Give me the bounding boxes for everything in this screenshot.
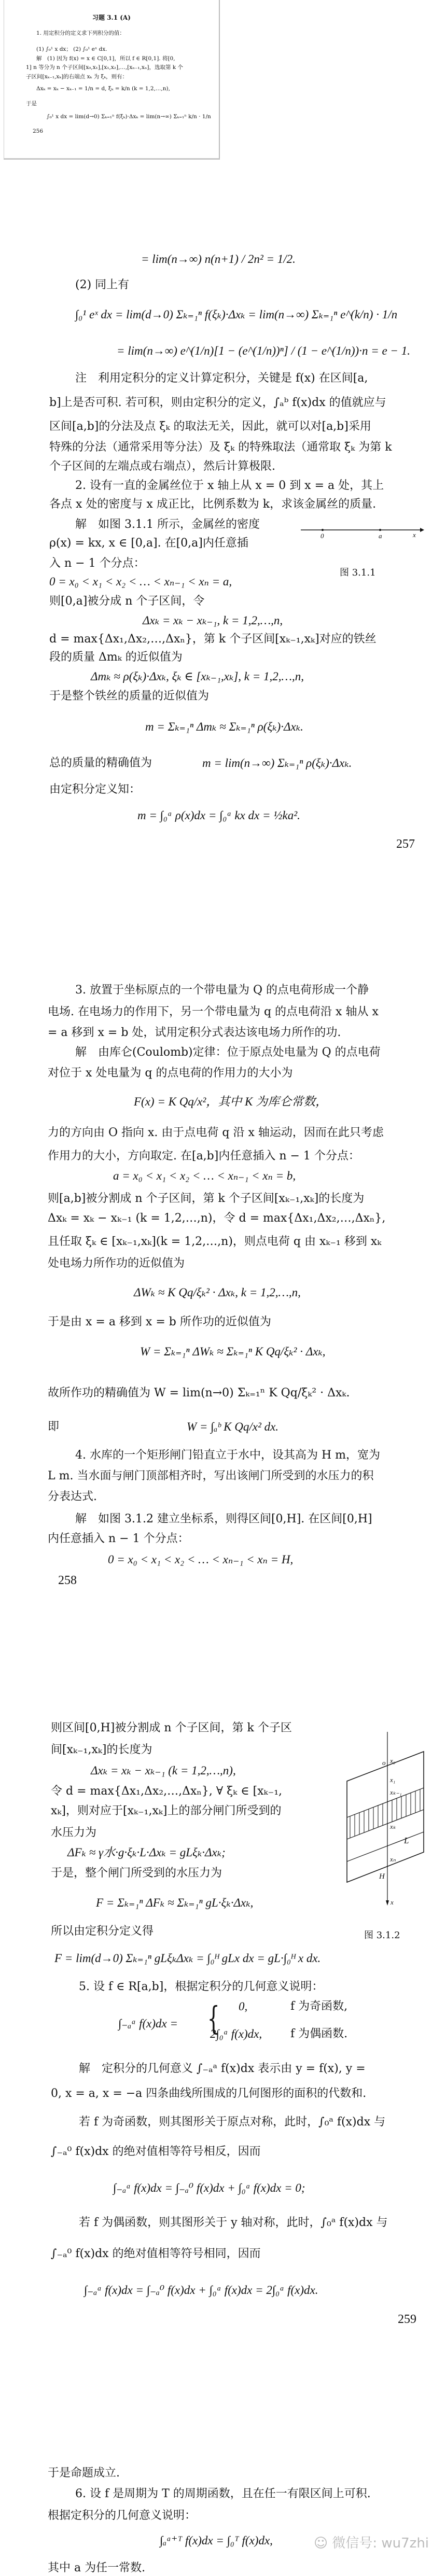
text-line: 对位于 x 处电量为 q 的点电荷的作用力的大小为 xyxy=(48,1067,293,1080)
gate-outline xyxy=(347,1752,424,1882)
text-line: 4. 水库的一个矩形闸门铅直立于水中，设其高为 H m，宽为 xyxy=(75,1449,381,1462)
text-line: 6. 设 f 是周期为 T 的周期函数，且在任一有限区间上可积. xyxy=(75,2487,371,2500)
fig1-origin-label: 0 xyxy=(320,532,324,540)
formula-line: W = ∫ₐᵇ K Qq/x² dx. xyxy=(187,1420,279,1433)
text-line: 注 利用定积分的定义计算定积分，关键是 f(x) 在区间[a, xyxy=(75,372,368,385)
formula-line: = lim(n→∞) e^(1/n)[1 − (e^(1/n))ⁿ] / (1 − e^(1/n))·n = e − 1. xyxy=(117,344,410,357)
formula-line: m = lim(n→∞) Σₖ₌₁ⁿ ρ(ξₖ)·Δxₖ. xyxy=(202,757,352,769)
text-line: 子区间[xₖ₋₁,xₖ]的右端点 xₖ 为 ξₖ，则有： xyxy=(26,74,128,80)
text-line: 1] n 等分为 n 个子区间[x₀,x₁],[x₁,x₂],…,[xₙ₋₁,xₙ]，选取第 k 个 xyxy=(26,64,183,71)
text-line: 于是整个铁丝的质量的近似值为 xyxy=(49,690,210,703)
text-line: 内任意插入 n − 1 个分点： xyxy=(48,1532,189,1545)
page-number: 259 xyxy=(398,2313,416,2326)
text-line: 若 f 为奇函数，则其图形关于原点对称，此时，∫₀ᵃ f(x)dx 与 xyxy=(79,2116,386,2129)
text-line: 所以由定积分定义得 xyxy=(51,1925,154,1938)
watermark xyxy=(314,2532,429,2552)
wechat-icon: ☺ xyxy=(314,2536,332,2551)
formula-line: F(x) = K Qq/x²，其中 K 为库仑常数， xyxy=(134,1095,328,1108)
text-line: 力的方向由 O 指向 x. 由于点电荷 q 沿 x 轴运动，因而在此只考虑 xyxy=(48,1126,384,1139)
text-line: 则[0,a]被分成 n 个子区间，令 xyxy=(49,595,205,608)
origin-point xyxy=(322,529,324,531)
text-line: 若 f 为偶函数，则其图形关于 y 轴对称，此时，∫₀ᵃ f(x)dx 与 xyxy=(79,2216,388,2229)
text-line: 解 (1) 因为 f(x) = x ∈ C[0,1]，所以 f ∈ R[0,1]. 将[0, xyxy=(36,55,175,62)
text-line: 于是 xyxy=(26,101,37,107)
text-line: 3. 放置于坐标原点的一个带电量为 Q 的点电荷形成一个静 xyxy=(75,984,369,997)
cases-brace: { xyxy=(207,1999,220,2037)
fig1-a-label: a xyxy=(379,532,382,540)
page-number: 257 xyxy=(396,837,415,851)
text-line: 解 如图 3.1.2 建立坐标系，则得区间[0,H]. 在区间[0,H] xyxy=(75,1513,372,1525)
text-line: 水压力为 xyxy=(51,1826,97,1839)
fig2-xk-label: xₖ xyxy=(390,1823,396,1830)
text-line: L m. 当水面与闸门顶部相齐时，写出该闸门所受到的水压力的积 xyxy=(48,1469,374,1482)
fig2-H-label: H xyxy=(379,1872,385,1881)
text-line: 特殊的分法（通常采用等分法）及 ξₖ 的特殊取法（通常取 ξₖ 为第 k xyxy=(49,441,392,454)
fig2-x0-label: x₀ xyxy=(390,1757,396,1765)
formula-line: 2∫₀ᵃ f(x)dx, xyxy=(210,2027,262,2040)
text-line: 解 如图 3.1.1 所示，金属丝的密度 xyxy=(75,518,260,531)
formula-line: ∫₋ₐᵃ f(x)dx = ∫₋ₐ⁰ f(x)dx + ∫₀ᵃ f(x)dx = 0; xyxy=(113,2181,305,2194)
text-line: 于是由 x = a 移到 x = b 所作功的近似值为 xyxy=(48,1315,271,1328)
formula-line: W = Σₖ₌₁ⁿ ΔWₖ ≈ Σₖ₌₁ⁿ K Qq/ξₖ² · Δxₖ, xyxy=(140,1345,326,1358)
figure-3-1-2-gate xyxy=(342,1729,430,1908)
formula-line: ∫₋ₐᵃ f(x)dx = xyxy=(118,2017,178,2030)
text-line: 于是命题成立. xyxy=(48,2467,120,2480)
text-line: 则[a,b]被分割成 n 个子区间，第 k 个子区间[xₖ₋₁,xₖ]的长度为 xyxy=(48,1192,365,1205)
text-line: 5. 设 f ∈ R[a,b]，根据定积分的几何意义说明： xyxy=(79,1980,324,1993)
fig2-origin-label: o xyxy=(382,1759,386,1767)
formula-line: 0, xyxy=(239,2000,248,2013)
text-line: 2. 设有一直的金属丝位于 x 轴上从 x = 0 到 x = a 处，其上 xyxy=(75,479,384,492)
text-line: 则区间[0,H]被分割成 n 个子区间，第 k 个子区 xyxy=(51,1721,292,1734)
text-line: ρ(x) = kx, x ∈ [0,a]. 在[0,a]内任意插 xyxy=(49,537,248,550)
formula-line: a = x₀ < x₁ < x₂ < … < xₙ₋₁ < xₙ = b, xyxy=(113,1169,296,1182)
text-line: 总的质量的精确值为 xyxy=(49,757,152,769)
formula-line: F = Σₖ₌₁ⁿ ΔFₖ ≈ Σₖ₌₁ⁿ gL·ξₖ·Δxₖ, xyxy=(96,1896,254,1909)
text-line: 各点 x 处的密度与 x 成正比，比例系数为 k，求该金属丝的质量. xyxy=(49,498,377,511)
formula-line: Δxₖ = xₖ − xₖ₋₁ = 1/n = d, ξₖ = k/n (k = 1,2,…,n), xyxy=(36,86,170,92)
formula-line: ∫ₐᵃ⁺ᵀ f(x)dx = ∫₀ᵀ f(x)dx, xyxy=(160,2534,273,2547)
text-line: 其中 a 为任一常数. xyxy=(48,2561,146,2574)
text-line: b]上是否可积. 若可积，则由定积分的定义，∫ₐᵇ f(x)dx 的值就应与 xyxy=(49,396,386,409)
fig2-xn-label: xₙ xyxy=(390,1855,396,1863)
text-line: 0, x = a, x = −a 四条曲线所围成的几何图形的面积的代数和. xyxy=(51,2087,367,2100)
text-line: xₖ]，则对应于[xₖ₋₁,xₖ]上的部分闸门所受到的 xyxy=(51,1804,282,1817)
fig2-x1-label: x₁ xyxy=(390,1776,396,1784)
text-line: 且任取 ξₖ ∈ [xₖ₋₁,xₖ](k = 1,2,…,n)，则点电荷 q 由 xₖ₋₁ 移到 xₖ xyxy=(48,1235,382,1248)
arrow-down-icon xyxy=(386,1900,389,1906)
figure-3-1-1-axis xyxy=(296,521,425,542)
text-line: 故所作功的精确值为 W = lim(n→0) Σₖ₌₁ⁿ K Qq/ξₖ² · Δxₖ. xyxy=(48,1387,350,1399)
fig2-xk1-label: xₖ₋₁ xyxy=(390,1788,402,1796)
text-line: 于是，整个闸门所受到的水压力为 xyxy=(51,1867,222,1880)
formula-line: Δxₖ = xₖ − xₖ₋₁ (k = 1,2,…,n), xyxy=(91,1764,236,1777)
text-line: 电场. 在电场力的作用下，另一个带电量为 q 的点电荷沿 x 轴从 x xyxy=(48,1005,379,1018)
figure-caption: 图 3.1.1 xyxy=(340,567,376,578)
formula-line: ∫₋ₐᵃ f(x)dx = ∫₋ₐ⁰ f(x)dx + ∫₀ᵃ f(x)dx = 2∫₀ᵃ f(x)dx. xyxy=(84,2284,318,2297)
formula-line: m = ∫₀ᵃ ρ(x)dx = ∫₀ᵃ kx dx = ½ka². xyxy=(137,809,300,822)
text-line: 解 由库仑(Coulomb)定律：位于原点处电量为 Q 的点电荷 xyxy=(75,1046,381,1059)
text-line: (2) 同上有 xyxy=(75,278,130,291)
text-line: 个子区间的左端点或右端点），然后计算极限. xyxy=(49,460,275,473)
formula-line: F = lim(d→0) Σₖ₌₁ⁿ gLξₖΔxₖ = ∫₀ᴴ gLx dx = gL·∫₀ᴴ x dx. xyxy=(54,1952,321,1965)
text-line: 即 xyxy=(48,1420,60,1433)
text-line: f 为奇函数, xyxy=(290,2000,348,2013)
formula-line: Δmₖ ≈ ρ(ξₖ)·Δxₖ, ξₖ ∈ [xₖ₋₁,xₖ], k = 1,2,…,n, xyxy=(91,670,304,683)
text-line: f 为偶函数. xyxy=(290,2027,348,2040)
text-line: 区间[a,b]的分法及点 ξₖ 的取法无关，因此，就可以对[a,b]采用 xyxy=(49,420,371,433)
text-line: 作用力的大小，方向取定. 在[a,b]内任意插入 n − 1 个分点： xyxy=(48,1150,360,1163)
text-line: = a 移到 x = b 处，试用定积分式表达该电场力所作的功. xyxy=(48,1026,341,1039)
text-line: 入 n − 1 个分点： xyxy=(49,557,145,570)
fig2-L-label: L xyxy=(404,1836,409,1845)
arrow-icon xyxy=(420,528,424,532)
text-line: 令 d = max{Δx₁,Δx₂,…,Δxₙ}, ∀ ξₖ ∈ [xₖ₋₁, xyxy=(51,1785,283,1798)
formula-line: ∫₀¹ eˣ dx = lim(d→0) Σₖ₌₁ⁿ f(ξₖ)·Δxₖ = lim(n→∞) Σₖ₌₁ⁿ e^(k/n) · 1/n xyxy=(75,308,398,321)
text-line: 根据定积分的几何意义说明： xyxy=(48,2509,197,2522)
formula-line: 0 = x₀ < x₁ < x₂ < … < xₙ₋₁ < xₙ = H, xyxy=(108,1553,294,1566)
text-line: ∫₋ₐ⁰ f(x)dx 的绝对值相等符号相同，因而 xyxy=(51,2247,261,2260)
page-number: 258 xyxy=(58,1574,77,1587)
formula-line: 0 = x₀ < x₁ < x₂ < … < xₙ₋₁ < xₙ = a, xyxy=(49,575,232,588)
text-line: 处电场力所作功的近似值为 xyxy=(48,1257,185,1270)
text-line: 解 定积分的几何意义 ∫₋ₐᵃ f(x)dx 表示由 y = f(x), y = xyxy=(79,2062,366,2075)
fig2-x-label: x xyxy=(391,1898,394,1906)
formula-line: Δxₖ = xₖ − xₖ₋₁, k = 1,2,…,n, xyxy=(143,614,283,627)
exercise-title: 习题 3.1 (A) xyxy=(92,14,131,21)
formula-line: = lim(n→∞) n(n+1) / 2n² = 1/2. xyxy=(141,253,296,265)
point-a xyxy=(379,529,381,531)
formula-line: ∫₀¹ x dx = lim(d→0) Σₖ₌₁ⁿ f(ξₖ)·Δxₖ = lim(n→∞) Σₖ₌₁ⁿ k/n · 1/n xyxy=(47,114,211,120)
previous-page-thumbnail xyxy=(4,0,220,160)
text-line: ∫₋ₐ⁰ f(x)dx 的绝对值相等符号相反，因而 xyxy=(51,2145,261,2158)
figure-caption: 图 3.1.2 xyxy=(364,1930,400,1941)
fig1-x-label: x xyxy=(413,531,416,539)
text-line: 由定积分定义知： xyxy=(49,783,141,796)
text-line: 间[xₖ₋₁,xₖ]的长度为 xyxy=(51,1743,152,1756)
text-line: Δxₖ = xₖ − xₖ₋₁ (k = 1,2,…,n)，令 d = max{Δx₁,Δx₂,…,Δxₙ}, xyxy=(48,1212,386,1225)
text-line: d = max{Δx₁,Δx₂,…,Δxₙ}，第 k 个子区间[xₖ₋₁,xₖ]对应的铁丝 xyxy=(49,633,377,646)
formula-line: ΔWₖ ≈ K Qq/ξₖ² · Δxₖ, k = 1,2,…,n, xyxy=(134,1286,301,1299)
text-line: 段的质量 Δmₖ 的近似值为 xyxy=(49,651,183,664)
text-line: 1. 用定积分的定义求下列积分的值： xyxy=(36,30,125,36)
page-number: 256 xyxy=(33,128,44,134)
watermark-text: 微信号: wu7zhi xyxy=(332,2536,429,2551)
text-line: 分表达式. xyxy=(48,1490,97,1503)
text-line: (1) ∫₀¹ x dx； (2) ∫₀¹ eˣ dx. xyxy=(36,46,107,52)
formula-line: ΔFₖ ≈ γ水·g·ξₖ·L·Δxₖ = gLξₖ·Δxₖ; xyxy=(67,1846,226,1859)
formula-line: m = Σₖ₌₁ⁿ Δmₖ ≈ Σₖ₌₁ⁿ ρ(ξₖ)·Δxₖ. xyxy=(145,720,303,733)
